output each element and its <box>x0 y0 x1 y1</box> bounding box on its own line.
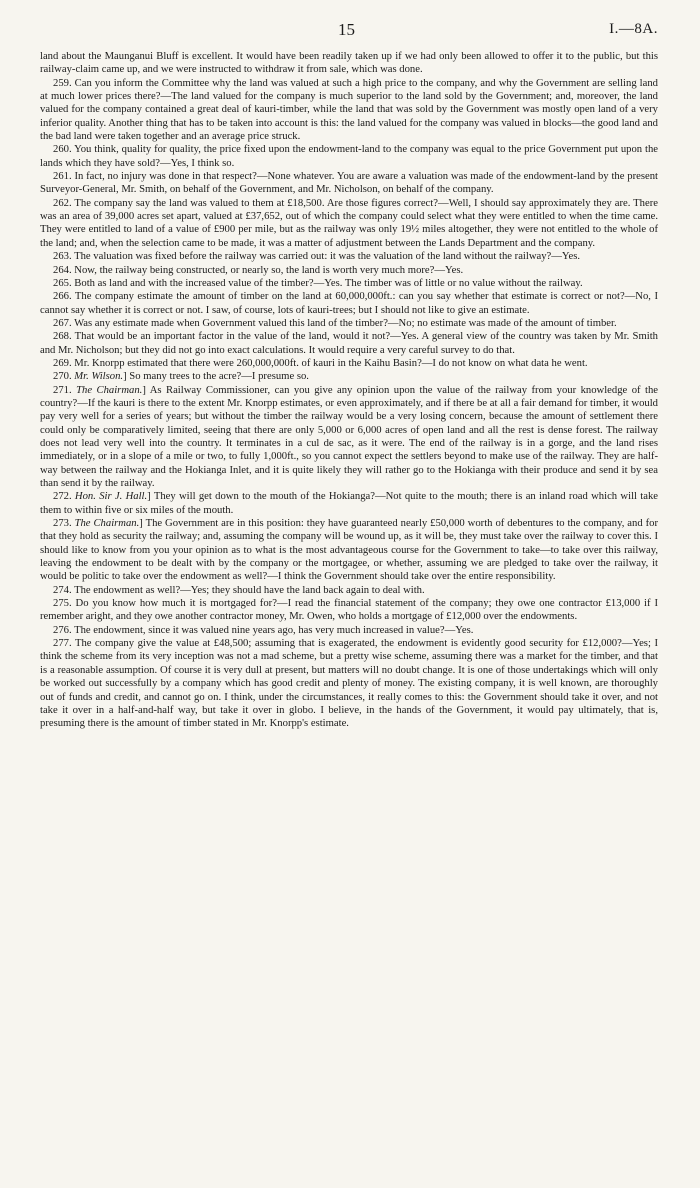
speaker-name: Mr. Wilson. <box>74 371 124 383</box>
paragraph: 270. Mr. Wilson.] So many trees to the acre?—I presume so. <box>53 371 309 383</box>
paragraph: 276. The endowment, since it was valued nine years ago, has very much increased in value?—Yes. <box>53 624 474 636</box>
paragraph: 263. The valuation was fixed before the railway was carried out: it was the valuation of the land without the railway?—Yes. <box>53 251 581 263</box>
paragraph: land about the Maunganui Bluff is excellent. It would have been readily taken up if we had only been allowed to offer it to the public, but this railway-claim came up, and we were instructed to withdraw it from sale, which was done. <box>40 51 658 76</box>
paragraph: 269. Mr. Knorpp estimated that there were 260,000,000ft. of kauri in the Kaihu Basin?—I do not know on what data he went. <box>53 357 588 369</box>
paragraph: 275. Do you know how much it is mortgaged for?—I read the financial statement of the company; they owe one contractor £13,000 if I remember aright, and they owe another contractor money, Mr. Owen, who holds a mortgage of £12,000 over the endowments. <box>40 598 658 623</box>
page-number: 15 <box>338 20 355 39</box>
paragraph: 277. The company give the value at £48,500; assuming that is exagerated, the endowment is evidently good security for £12,000?—Yes; I think the scheme from its very inception was not a mad scheme, but a pretty wise scheme, assuming there was a market for the timber, and that is a reasonable assumption. Of course it is very dull at present, but matters will no doubt change. It is one of those undertakings which will only be worked out successfully by a company which has good credit and plenty of money. The existing company, it is well known, are thoroughly out of funds and credit, and cannot go on. I think, under the circumstances, it really comes to this: the Government should take it over, and not take it over in a half-and-half way, but take it over in globo. I believe, in the hands of the Government, it would pay ultimately, that is, presuming there is the amount of timber stated in Mr. Knorpp's estimate. <box>40 638 658 730</box>
paragraph: 266. The company estimate the amount of timber on the land at 60,000,000ft.: can you say whether that estimate is correct or not?—No, I cannot say whether it is correct or not. I saw, of course, lots of kauri-trees; but I should not like to give an estimate. <box>40 291 658 316</box>
evidence-text <box>40 50 658 731</box>
page-header <box>40 20 658 50</box>
paragraph: 262. The company say the land was valued to them at £18,500. Are those figures correct?—Well, I should say approximately they are. There was an area of 39,000 acres set apart, valued at £37,652, out of which the company could select what they were entitled to when the time came. They were entitled to land of a value of £900 per mile, but as the railway was only 19½ miles altogether, they were not entitled to the whole of the land; and, when the selection came to be made, it was a matter of adjustment between the Lands Department and the company. <box>40 197 658 249</box>
speaker-name: Hon. Sir J. Hall. <box>74 491 148 503</box>
speaker-name: The Chairman. <box>74 518 140 530</box>
paragraph: 273. The Chairman.] The Government are in this position: they have guaranteed nearly £50,000 worth of debentures to the company, and for that they hold as security the railway; and, assuming the company will be wound up, as it will be, they must take over the railway to cover this. I should like to know from you your opinion as to what is the most advantageous course for the Government to take—to take over this railway, leaving the endowment to be dealt with by the company or the mortgagee, or whether, assuming we are pledged to take over the railway, it would be politic to take over the endowment as well?—I think the Government should take over the entire responsibility. <box>40 518 658 583</box>
paragraph: 265. Both as land and with the increased value of the timber?—Yes. The timber was of little or no value without the railway. <box>53 277 583 289</box>
paragraph: 267. Was any estimate made when Government valued this land of the timber?—No; no estimate was made of the amount of timber. <box>53 317 617 329</box>
paragraph: 264. Now, the railway being constructed, or nearly so, the land is worth very much more?—Yes. <box>53 264 464 276</box>
paragraph: 268. That would be an important factor in the value of the land, would it not?—Yes. A general view of the country was taken by Mr. Smith and Mr. Nicholson; but they did not go into exact calculations. It would require a very careful survey to do that. <box>40 331 658 356</box>
paragraph: 271. The Chairman.] As Railway Commissioner, can you give any opinion upon the value of the railway from your knowledge of the country?—If the kauri is there to the extent Mr. Knorpp estimates, or even approximately, and if there be at all a fair demand for timber, it would pay very well for a series of years; but without the timber the railway would be a very losing concern, because the amount of settlement there could only be comparatively limited, seeing that there are only 5,000 or 6,000 acres of open land and all the rest is dense forest. The railway does not lead very well into the country. It terminates in a cul de sac, as it were. The end of the railway is in a gorge, and the land rises immediately, or in a slope of a mile or two, to fully 1,000ft., so you cannot expect the settlers beyond to make use of the railway. They are half-way between the railway and the Hokianga Inlet, and it is quite likely they will rather go to the Hokianga with their produce and send it by sea than send it by the railway. <box>40 384 658 489</box>
paragraph: 272. Hon. Sir J. Hall.] They will get down to the mouth of the Hokianga?—Not quite to the mouth; there is an inland road which will take them to within five or six miles of the mouth. <box>40 491 658 516</box>
paragraph: 261. In fact, no injury was done in that respect?—None whatever. You are aware a valuation was made of the endowment-land by the present Surveyor-General, Mr. Smith, on behalf of the Government, and Mr. Nicholson, on behalf of the company. <box>40 171 658 196</box>
document-reference: I.—8A. <box>609 21 658 37</box>
paragraph: 274. The endowment as well?—Yes; they should have the land back again to deal with. <box>53 584 425 596</box>
speaker-name: The Chairman. <box>76 384 143 396</box>
paragraph: 260. You think, quality for quality, the price fixed upon the endowment-land to the company was equal to the price Government put upon the lands which they have sold?—Yes, I think so. <box>40 144 658 169</box>
paragraph: 259. Can you inform the Committee why the land was valued at such a high price to the company, and why the Government are selling land at much lower prices there?—The land valued for the company is much superior to the land sold by the Government; and, moreover, the land valued for the company contained a great deal of kauri-timber, while the land that was sold by the Government was mostly open land of a very inferior quality. Another thing that has to be taken into account is this: the land valued for the company was valued in blocks—the good land and the bad land were taken together and an average price struck. <box>40 77 658 143</box>
